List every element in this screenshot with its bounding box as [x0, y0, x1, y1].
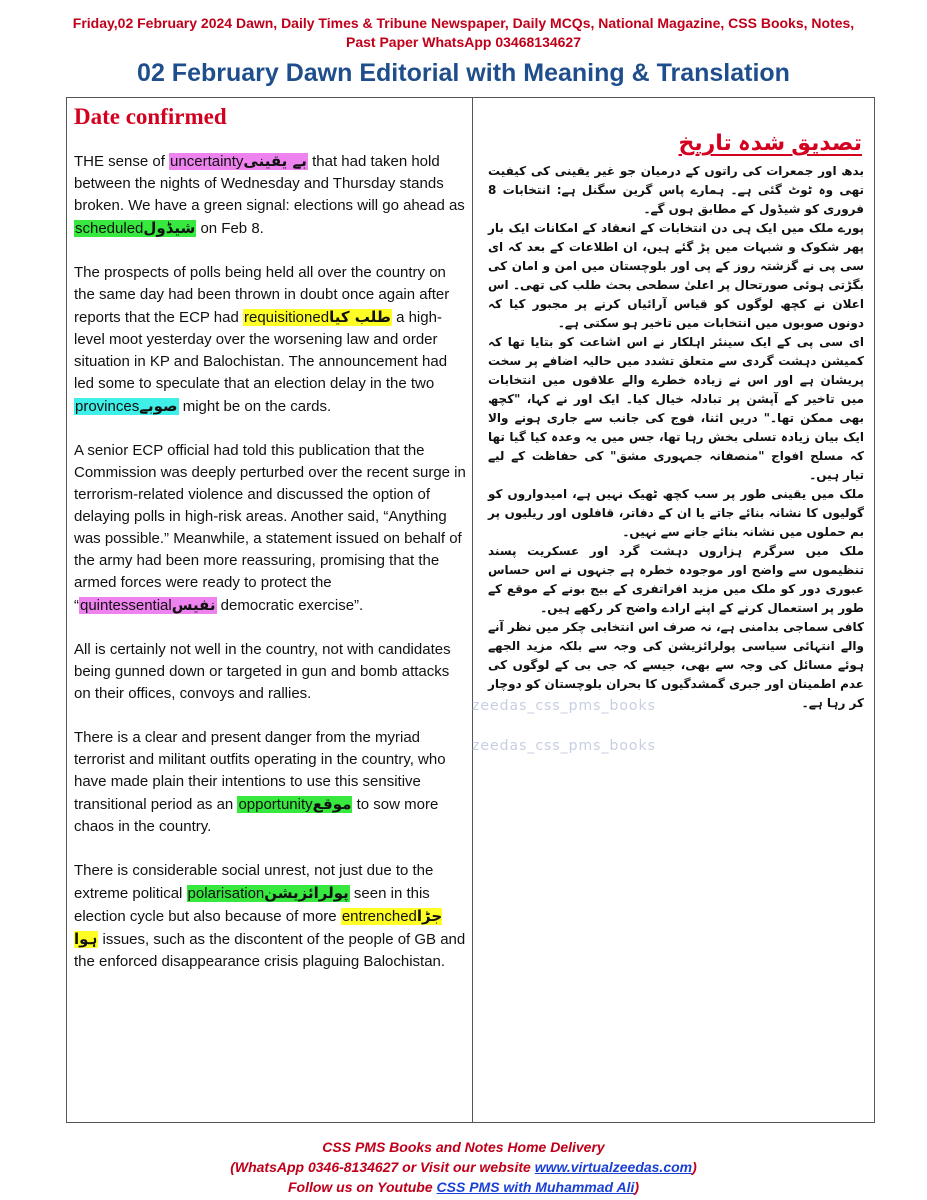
urdu-paragraph: ملک میں یقینی طور پر سب کچھ ٹھیک نہیں ہے، امیدواروں کو گولیوں کا نشانہ بنائے جاتے یا ان کے دفاتر، قافلوں اور ریلیوں پر بم حملوں میں نشانہ بنائے جانے سے نہیں۔ [488, 487, 864, 539]
text: The prospects of polls being held all over the country on the same day had been thrown in doubt once again after reports that the ECP had [74, 264, 450, 326]
urdu-paragraph: کافی سماجی بدامنی ہے، نہ صرف اس انتخابی چکر میں نظر آنے والے انتہائی سیاسی پولرائزیشن کی وجہ سے بلکہ مزید الجھے ہوئے مسائل کی وجہ سے بھی، جیسے کہ جی بی کے لوگوں کی عدم اطمینان اور جبری گمشدگیوں کا بحران بلوچستان کو دوچار کر رہا ہے۔ [488, 620, 864, 710]
footer-text: (WhatsApp 0346-8134627 or Visit our website [230, 1159, 535, 1175]
urdu-column [482, 100, 870, 713]
urdu-paragraph: ای سی پی کے ایک سینئر اہلکار نے اس اشاعت کو بتایا تھا کہ کمیشن دہشت گردی سے متعلق تشدد میں حالیہ اضافے پر سخت پریشان ہے اور اس نے زیادہ خطرے والے علاقوں میں انتخابات میں تاخیر کے آپشن پر تبادلہ خیال کیا۔ ایک اور نے کہا، "کچھ بھی ممکن تھا۔" دریں اثنا، فوج کی جانب سے جاری ہونے والا ایک بیان زیادہ تسلی بخش رہا تھا، جس میں یہ وعدہ کیا گیا تھا کہ مسلح افواج "منصفانہ جمہوری مشق" کی حفاظت کے لیے تیار ہیں۔ [488, 335, 864, 482]
text: There is a clear and present danger from the myriad terrorist and militant outfits operating in the country, who have made plain their intentions to use this sensitive transitional period as an [74, 729, 446, 813]
editorial-title-english: Date confirmed [74, 104, 227, 129]
youtube-link[interactable]: CSS PMS with Muhammad Ali [436, 1179, 635, 1195]
text: that had taken hold between the nights of Wednesday and Thursday stands broken. We have a green signal: elections will go ahead as [74, 153, 465, 214]
paragraph-5 [74, 727, 466, 838]
website-link[interactable]: www.virtualzeedas.com [534, 1159, 693, 1175]
vocab-meaning: بے یقینی [243, 152, 307, 170]
vocab-word: polarisation [187, 885, 265, 902]
vocab-highlight [243, 309, 392, 326]
vocab-word: quintessential [80, 597, 172, 614]
vocab-highlight [237, 796, 352, 813]
footer-line-3 [60, 1177, 867, 1197]
vocab-highlight [74, 398, 179, 415]
editorial-title-urdu: تصدیق شدہ تاریخ [678, 130, 862, 155]
watermark-text: zeedas_css_pms_books [472, 698, 656, 714]
vocab-word: scheduled [75, 220, 144, 237]
footer [60, 1137, 867, 1197]
text: a high-level moot yesterday over the worsening law and order situation in KP and Balochistan. The announcement had led some to speculate that an election delay in the two [74, 309, 448, 392]
vocab-meaning: موقع [312, 795, 352, 813]
text: democratic exercise”. [216, 597, 364, 614]
vocab-word: entrenched [341, 908, 417, 925]
paragraph-3 [74, 440, 466, 617]
vocab-meaning: پولرائزیشن [264, 884, 349, 902]
vocab-highlight [74, 220, 196, 237]
page-title: 02 February Dawn Editorial with Meaning & Translation [137, 59, 790, 87]
text: THE sense of [74, 153, 170, 170]
urdu-paragraph: بدھ اور جمعرات کی راتوں کے درمیان جو غیر یقینی کی کیفیت تھی وہ ٹوٹ گئی ہے۔ ہمارے پاس گرین سگنل ہے: انتخابات 8 فروری کو شیڈول کے مطابق ہوں گے۔ [488, 164, 864, 216]
text: A senior ECP official had told this publication that the Commission was deeply perturbed over the recent surge in terrorism-related violence and discussed the option of delaying polls in high-risk areas. Another said, “Anything was possible.” Meanwhile, a statement issued on behalf of the army had been more reassuring, promising that the armed forces were ready to protect the “ [74, 442, 466, 614]
vocab-meaning: نفیس [171, 596, 216, 614]
footer-text: ) [634, 1179, 640, 1195]
vocab-highlight [187, 885, 350, 902]
footer-text: Follow us on Youtube [287, 1179, 437, 1195]
urdu-paragraph: پورے ملک میں ایک ہی دن انتخابات کے انعقاد کے امکانات ایک بار پھر شکوک و شبہات میں پڑ گئے ہیں، ان اطلاعات کے بعد کہ ای سی پی نے گزشتہ روز کے پی اور بلوچستان میں امن و امان کی بگڑتی ہوئی صورتحال پر اعلیٰ سطحی بحث طلب کی تھی۔ اس اعلان نے کچھ لوگوں کو قیاس آرائیاں کرنے پر مجبور کیا کہ دونوں صوبوں میں انتخابات میں تاخیر ہو سکتی ہے۔ [488, 221, 864, 330]
vocab-meaning: صوبے [139, 397, 178, 415]
vocab-meaning: شیڈول [143, 219, 196, 237]
watermark-text: zeedas_css_pms_books [472, 738, 656, 754]
text: on Feb 8. [196, 220, 264, 237]
english-column [74, 100, 466, 995]
footer-line-1: CSS PMS Books and Notes Home Delivery [322, 1139, 605, 1155]
vocab-meaning: طلب کیا [329, 308, 391, 326]
text: There is considerable social unrest, not just due to the extreme political [74, 862, 434, 902]
text: might be on the cards. [178, 398, 332, 415]
paragraph-6 [74, 860, 466, 973]
vocab-highlight [79, 597, 217, 614]
vocab-word: requisitioned [244, 309, 330, 326]
paragraph-4: All is certainly not well in the country, not with candidates being gunned down or targeted in gun and bomb attacks on their offices, convoys and rallies. [74, 641, 451, 702]
vocab-highlight [169, 153, 308, 170]
footer-line-2 [60, 1157, 867, 1177]
vocab-meaning: جڑا ہوا [74, 907, 443, 948]
header-top-line: Friday,02 February 2024 Dawn, Daily Times & Tribune Newspaper, Daily MCQs, National Magazine, CSS Books, Notes, Past Paper WhatsApp 03468134627 [72, 15, 855, 50]
vocab-word: uncertainty [170, 153, 244, 170]
column-divider [472, 97, 473, 1122]
urdu-translation [488, 162, 864, 713]
vocab-word: provinces [75, 398, 140, 415]
text: issues, such as the discontent of the people of GB and the enforced disappearance crisis plaguing Balochistan. [74, 931, 466, 970]
paragraph-2 [74, 262, 466, 418]
paragraph-1 [74, 150, 466, 240]
footer-text: ) [692, 1159, 697, 1175]
text: to sow more chaos in the country. [74, 796, 439, 835]
urdu-paragraph: ملک میں سرگرم ہزاروں دہشت گرد اور عسکریت پسند تنظیموں سے واضح اور موجودہ خطرہ ہے جنہوں نے اس حساس عبوری دور کو ملک میں مزید افراتفری کے بیج بونے کے موقع کے طور پر استعمال کرنے کے اپنے ارادے واضح کر رکھے ہیں۔ [488, 544, 864, 615]
text: seen in this election cycle but also because of more [74, 885, 430, 925]
vocab-word: opportunity [238, 796, 313, 813]
